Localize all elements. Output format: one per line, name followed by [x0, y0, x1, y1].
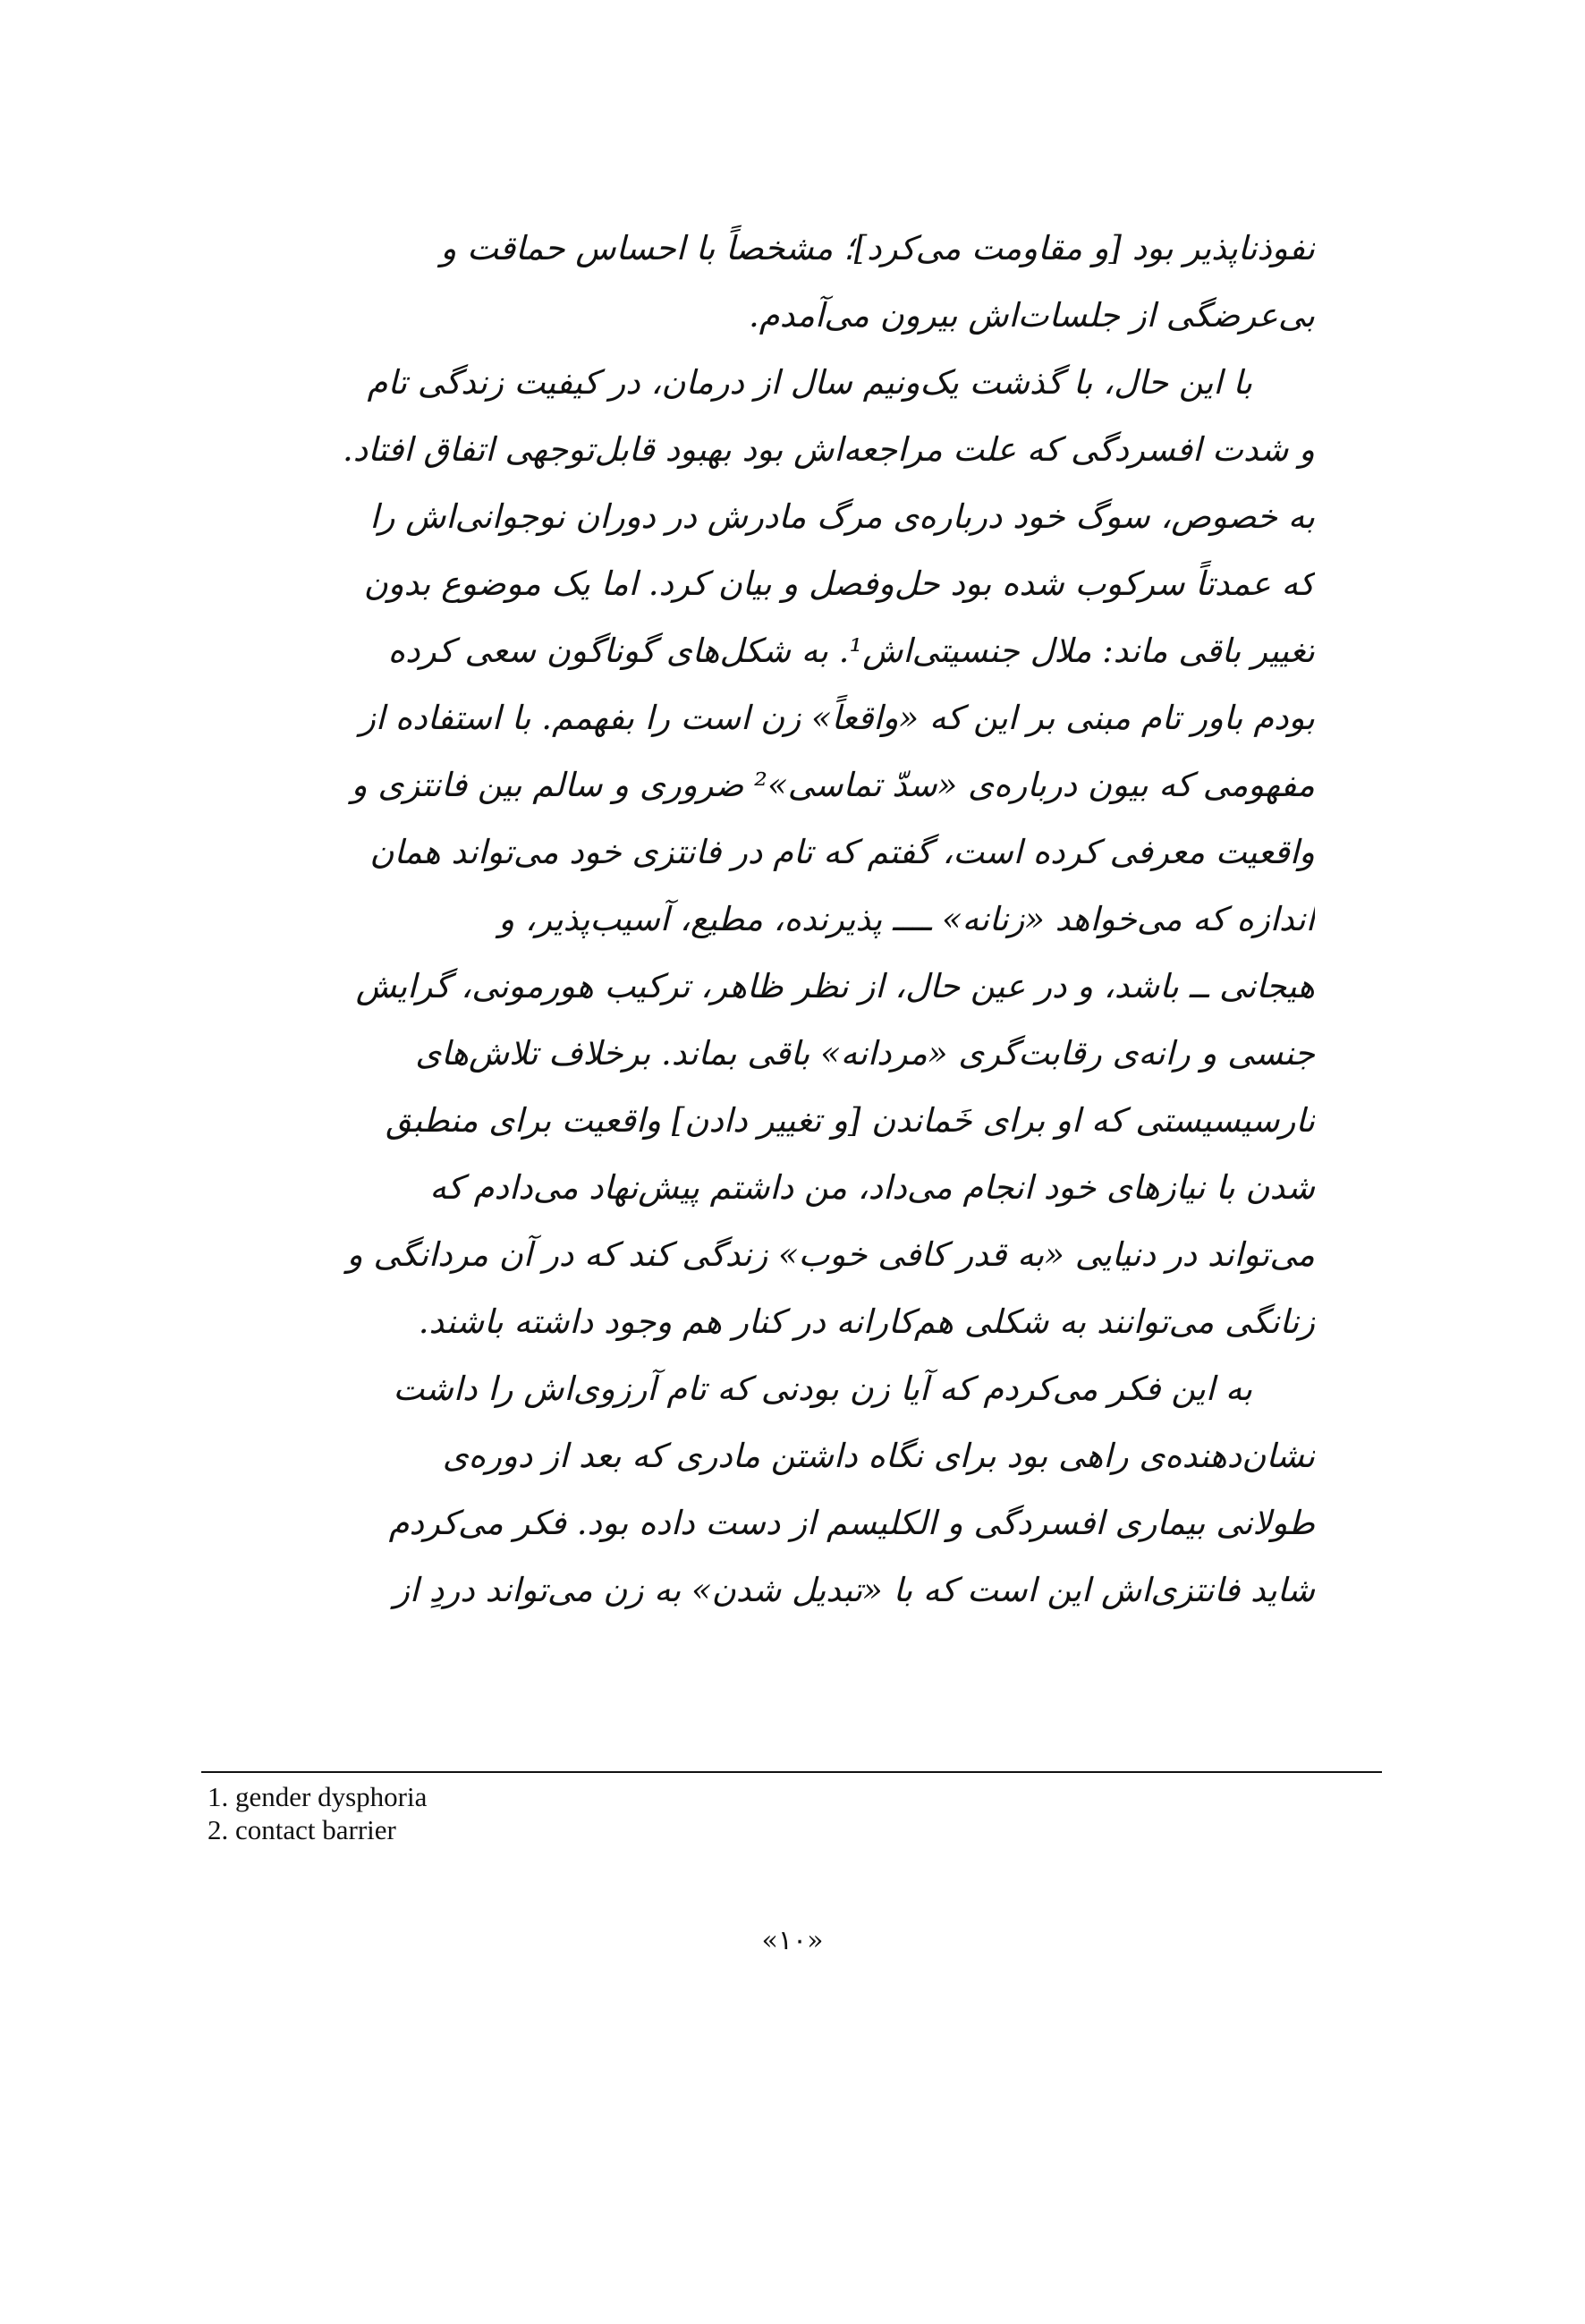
text-line: به این فکر می‌کردم که آیا زن بودنی که تام آرزوی‌اش را داشت — [393, 1370, 1252, 1408]
text-line: طولانی بیماری افسردگی و الکلیسم از دست داده بود. فکر می‌کردم — [388, 1504, 1315, 1542]
text-line: جنسی و رانه‌ی رقابت‌گری «مردانه» باقی بماند. برخلاف تلاش‌های — [415, 1034, 1315, 1073]
text-line: با این حال، با گذشت یک‌ونیم سال از درمان، در کیفیت زندگی تام — [367, 363, 1252, 402]
footnote-1: 1. gender dysphoria — [208, 1781, 428, 1812]
text-line: بی‌عرضگی از جلسات‌اش بیرون می‌آمدم. — [749, 296, 1315, 335]
text-line: به خصوص، سوگ خود درباره‌ی مرگ مادرش در دوران نوجوانی‌اش را — [369, 497, 1315, 536]
footnote-divider — [201, 1771, 1382, 1773]
text-line: واقعیت معرفی کرده است، گفتم که تام در فانتزی خود می‌تواند همان — [369, 833, 1315, 871]
text-line: نشان‌دهنده‌ی راهی بود برای نگاه داشتن مادری که بعد از دوره‌ی — [442, 1437, 1315, 1475]
text-line: بودم باور تام مبنی بر این که «واقعاً» زن است را بفهمم. با استفاده از — [359, 699, 1315, 737]
text-line: تغییر باقی ماند: ملال جنسیتی‌اش¹. به شکل‌های گوناگون سعی کرده — [387, 632, 1315, 670]
footnote-2: 2. contact barrier — [208, 1814, 396, 1845]
text-line: می‌تواند در دنیایی «به قدر کافی خوب» زندگی کند که در آن مردانگی و — [346, 1235, 1315, 1274]
text-line: هیجانی ــ باشد، و در عین حال، از نظر ظاهر، ترکیب هورمونی، گرایش — [355, 967, 1315, 1005]
text-line: و شدت افسردگی که علت مراجعه‌اش بود بهبود قابل‌توجهی اتفاق افتاد. — [342, 430, 1315, 469]
body-text — [259, 215, 1315, 1624]
text-line: مفهومی که بیون درباره‌ی «سدّ تماسی»² ضروری و سالم بین فانتزی و — [351, 766, 1315, 804]
text-line: زنانگی می‌توانند به شکلی هم‌کارانه در کنار هم وجود داشته باشند. — [418, 1302, 1315, 1341]
footnotes — [208, 1780, 923, 1846]
text-line: شاید فانتزی‌اش این است که با «تبدیل شدن» به زن می‌تواند دردِ از — [393, 1571, 1315, 1609]
text-line: شدن با نیازهای خود انجام می‌داد، من داشتم پیش‌نهاد می‌دادم که — [429, 1168, 1315, 1207]
text-line: نفوذناپذیر بود [و مقاومت می‌کرد]؛ مشخصاً با احساس حماقت و — [440, 229, 1315, 267]
page-number: «۱۰» — [761, 1925, 824, 1956]
text-line: نارسیسیستی که او برای خَماندن [و تغییر دادن] واقعیت برای منطبق — [386, 1101, 1315, 1140]
text-line: اندازه که می‌خواهد «زنانه» ــــ پذیرنده، مطیع، آسیب‌پذیر، و — [498, 900, 1315, 938]
text-line: که عمدتاً سرکوب شده بود حل‌وفصل و بیان کرد. اما یک موضوع بدون — [363, 564, 1315, 603]
